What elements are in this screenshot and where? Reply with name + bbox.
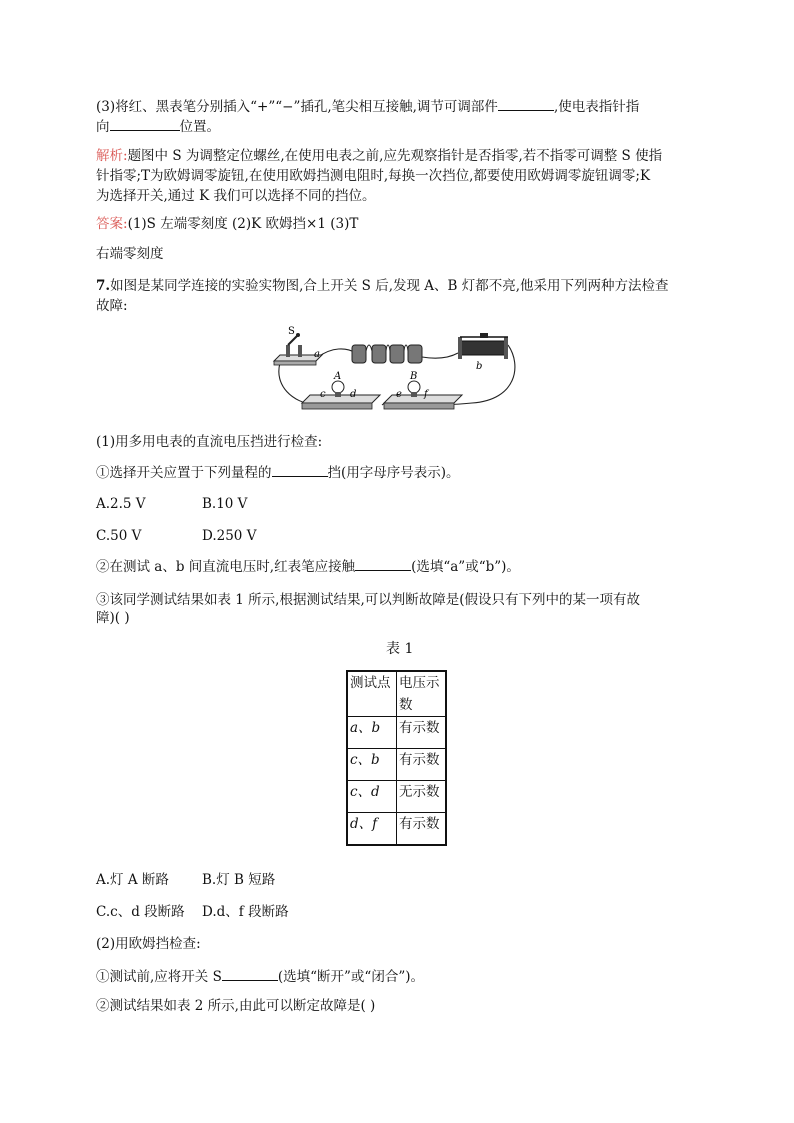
part1-heading: (1)用多用电表的直流电压挡进行检查: <box>96 434 323 450</box>
label-f: f <box>424 389 428 400</box>
label-d: d <box>350 389 357 400</box>
answer-line: 答案:(1)S 左端零刻度 (2)K 欧姆挡×1 (3)T <box>96 216 359 232</box>
answer-line2: 右端零刻度 <box>96 246 164 262</box>
wire <box>422 353 458 358</box>
option-b: B.10 V <box>202 496 248 512</box>
table-row: c、b 有示数 <box>347 749 446 781</box>
answer-blank <box>355 556 411 571</box>
rheostat-icon <box>458 333 508 359</box>
label-b: b <box>476 361 483 372</box>
analysis-label: 解析: <box>96 148 128 164</box>
lamp-a-icon <box>302 381 380 409</box>
table-header: 测试点 <box>347 671 397 717</box>
q5-line: ②测试结果如表 2 所示,由此可以断定故障是( ) <box>96 998 376 1014</box>
q7-stem-line1: 7.如图是某同学连接的实验实物图,合上开关 S 后,发现 A、B 灯都不亮,他采用下列两种方法检查 <box>96 278 669 294</box>
option-c: C.50 V <box>96 528 142 544</box>
option-b: B.灯 B 短路 <box>202 872 276 888</box>
options2-row2 <box>96 902 289 922</box>
answer-blank <box>498 96 554 111</box>
q1-line: ①选择开关应置于下列量程的 挡(用字母序号表示)。 <box>96 462 460 483</box>
table-row: c、d 无示数 <box>347 781 446 813</box>
analysis-line2: 针指零;T为欧姆调零旋钮,在使用欧姆挡测电阻时,每换一次挡位,都要使用欧姆调零旋钮调零;K <box>96 168 651 184</box>
circuit-figure <box>272 325 522 415</box>
option-c: C.c、d 段断路 <box>96 904 185 920</box>
answer-blank <box>272 462 328 477</box>
label-a: a <box>314 349 320 360</box>
label-c: c <box>320 389 326 400</box>
label-s: S <box>288 326 295 337</box>
q3-line2: 障)( ) <box>96 610 130 626</box>
answer-blank <box>110 116 180 131</box>
question-number: 7. <box>96 278 111 294</box>
answer-blank <box>222 966 278 981</box>
wire <box>318 349 356 357</box>
table-row: d、f 有示数 <box>347 813 446 846</box>
part2-heading: (2)用欧姆挡检查: <box>96 936 201 952</box>
data-table <box>346 670 447 846</box>
options2-row1 <box>96 870 275 890</box>
q2-line: ②在测试 a、b 间直流电压时,红表笔应接触 (选填“a”或“b”)。 <box>96 556 520 577</box>
analysis-line3: 为选择开关,通过 K 我们可以选择不同的挡位。 <box>96 188 376 204</box>
q3-line1: ③该同学测试结果如表 1 所示,根据测试结果,可以判断故障是(假设只有下列中的某一项有故 <box>96 592 641 608</box>
q4-line: ①测试前,应将开关 S (选填“断开”或“闭合”)。 <box>96 966 424 987</box>
option-d: D.250 V <box>202 528 257 544</box>
table-header-row <box>347 671 446 717</box>
label-e: e <box>396 389 402 400</box>
analysis-line1: 解析:题图中 S 为调整定位螺丝,在使用电表之前,应先观察指针是否指零,若不指零可调整 S 使指 <box>96 148 663 164</box>
option-a: A.灯 A 断路 <box>96 872 169 888</box>
q6-part3-line2: 向 位置。 <box>96 116 220 137</box>
label-lamp-b: B <box>410 371 418 382</box>
label-lamp-a: A <box>334 371 342 382</box>
option-a: A.2.5 V <box>96 496 146 512</box>
q6-part3-line1: (3)将红、黑表笔分别插入“+”“−”插孔,笔尖相互接触,调节可调部件 ,使电表指针指 <box>96 96 639 117</box>
table-header: 电压示数 <box>397 671 447 717</box>
table-caption: 表 1 <box>386 641 414 657</box>
table-row: a、b 有示数 <box>347 717 446 749</box>
options1-row1 <box>96 494 247 514</box>
battery-icon <box>352 345 422 363</box>
options1-row2 <box>96 526 256 546</box>
answer-label: 答案: <box>96 216 128 232</box>
option-d: D.d、f 段断路 <box>202 904 289 920</box>
q7-stem-line2: 故障: <box>96 298 128 314</box>
